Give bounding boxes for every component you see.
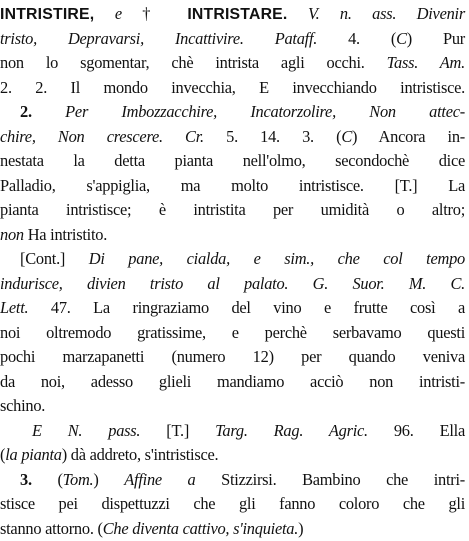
entry-text: C — [341, 126, 353, 146]
entry-line — [0, 517, 465, 541]
entry-line — [0, 2, 465, 26]
entry-text: ) — [93, 469, 125, 489]
entry-line — [0, 443, 465, 467]
entry-line — [0, 370, 465, 394]
entry-text: [T.] — [140, 420, 216, 440]
entry-text: E N. pass. — [32, 420, 141, 440]
entry-text: Tass. Am. — [386, 53, 465, 72]
entry-text: stanno attorno. ( — [0, 518, 103, 538]
entry-text: Stizzirsi. Bambino che intri- — [195, 469, 465, 489]
entry-text: † — [121, 4, 188, 23]
entry-text — [288, 4, 308, 23]
entry-line — [0, 345, 465, 369]
entry-line — [0, 394, 465, 418]
entry-line — [0, 51, 465, 75]
entry-line — [20, 100, 465, 124]
entry-text: ) dà addreto, s'intristisce. — [61, 445, 219, 464]
entry-text: da noi, adesso glieli mandiamo acciò non intristi- — [0, 371, 465, 391]
entry-text: Di pane, cialda, e sim., che col tempo — [88, 249, 465, 268]
entry-line — [0, 125, 465, 149]
headword: INTRISTARE. — [187, 6, 288, 23]
entry-line — [0, 27, 465, 51]
entry-text: e — [114, 4, 122, 23]
entry-text: 5. 14. 3. ( — [203, 126, 342, 146]
entry-text: la pianta — [5, 445, 62, 464]
entry-text: pochi marzapanetti (numero 12) per quando veniva — [0, 347, 465, 366]
entry-text: Affine a — [124, 469, 196, 489]
entry-text: pianta intristisce; è intristita per umidità o altro; — [0, 200, 465, 219]
entry-line — [20, 468, 465, 492]
entry-line — [0, 149, 465, 173]
entry-line — [0, 174, 465, 198]
entry-text: V. n. ass. Divenir — [307, 4, 465, 23]
entry-line — [0, 198, 465, 222]
entry-line — [0, 76, 465, 100]
entry-text — [32, 102, 65, 121]
entry-text: 3. — [20, 469, 32, 489]
entry-text: C — [396, 28, 407, 48]
entry-text: Palladio, s'appiglia, ma molto intristisce. [T.] La — [0, 175, 465, 195]
entry-text: 2. 2. Il mondo invecchia, E invecchiando intristisce. — [0, 77, 465, 97]
entry-text: ) — [298, 518, 304, 538]
entry-text: Lett. — [0, 298, 29, 317]
entry-text: schino. — [0, 396, 46, 415]
entry-text — [94, 4, 114, 23]
entry-text: indurisce, divien tristo al palato. G. Suor. M. C. — [0, 273, 465, 293]
entry-text: Targ. Rag. Agric. — [215, 420, 368, 440]
entry-text: noi oltremodo gratissime, e perchè serbavamo questi — [0, 322, 465, 342]
entry-line — [20, 247, 465, 271]
entry-text: non lo sgomentar, chè intrista agli occhi. — [0, 53, 387, 72]
entry-text: nestata la detta pianta nell'olmo, secondochè dice — [0, 151, 465, 170]
entry-line — [0, 492, 465, 516]
headword: INTRISTIRE, — [0, 6, 95, 23]
entry-text: 2. — [20, 102, 32, 121]
entry-text: 4. ( — [317, 28, 397, 48]
entry-text: [Cont.] — [20, 249, 89, 268]
entry-text: 96. Ella — [367, 420, 465, 440]
entry-text: ( — [31, 469, 63, 489]
entry-text: stisce pei dispettuzzi che gli fanno coloro che gli — [0, 494, 465, 513]
entry-text: ( — [0, 445, 6, 464]
entry-text: non — [0, 224, 24, 244]
entry-line — [0, 272, 465, 296]
entry-text: 47. La ringraziamo del vino e frutte così a — [28, 298, 465, 317]
entry-text: Ha intristito. — [23, 224, 108, 244]
entry-text: tristo, Depravarsi, Incattivire. Pataff. — [0, 28, 318, 48]
entry-line — [0, 223, 465, 247]
entry-text: Tom. — [62, 469, 94, 489]
entry-text: Per Imbozzacchire, Incatorzolire, Non attec- — [65, 102, 465, 121]
entry-line — [32, 419, 465, 443]
entry-line — [0, 296, 465, 320]
entry-text: ) Ancora in- — [352, 126, 465, 146]
entry-text: chire, Non crescere. Cr. — [0, 126, 204, 146]
entry-line — [0, 321, 465, 345]
entry-text: Che diventa cattivo, s'inquieta. — [102, 518, 299, 538]
entry-text: ) Pur — [406, 28, 465, 48]
